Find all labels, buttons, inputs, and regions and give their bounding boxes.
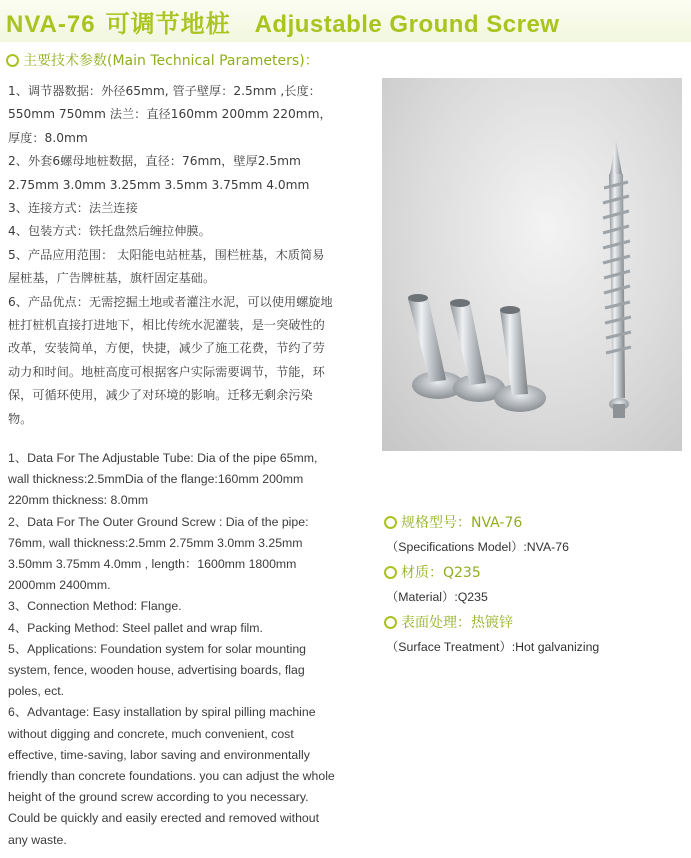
en-item: 5、Applications: Foundation system for solar mounting system, fence, wooden house, advertising boards, flag poles, ect. bbox=[8, 641, 307, 699]
adjustable-tube-3 bbox=[494, 306, 546, 412]
spec-material bbox=[384, 562, 684, 605]
cn-item: 1、调节器数据：外径65mm, 管子壁厚：2.5mm ,长度：550mm 750mm 法兰：直径160mm 200mm 220mm，厚度：8.0mm bbox=[8, 84, 332, 145]
spec-heading bbox=[384, 612, 684, 632]
page-title bbox=[6, 4, 559, 39]
ring-bullet-icon bbox=[384, 566, 397, 579]
ground-screw-illustration bbox=[382, 78, 682, 451]
ring-bullet-icon bbox=[384, 616, 397, 629]
adjustable-tube-2 bbox=[450, 299, 505, 402]
spec-body: （Surface Treatment）:Hot galvanizing bbox=[386, 640, 600, 654]
model-code: NVA-76 bbox=[6, 11, 96, 38]
spec-body: （Specifications Model）:NVA-76 bbox=[386, 540, 569, 554]
cn-item: 5、产品应用范围： 太阳能电站桩基，围栏桩基，木质简易屋桩基，广告牌桩基，旗杆固定基础。 bbox=[8, 247, 325, 286]
cn-item: 4、包装方式：铁托盘然后缠拉伸膜。 bbox=[8, 224, 211, 239]
en-item: 3、Connection Method: Flange. bbox=[8, 599, 182, 614]
spec-heading-text: 表面处理：热镀锌 bbox=[401, 615, 513, 631]
section-heading bbox=[6, 50, 319, 70]
ring-bullet-icon bbox=[384, 516, 397, 529]
ground-screw bbox=[603, 140, 631, 418]
cn-item: 3、连接方式：法兰连接 bbox=[8, 201, 138, 216]
section-title: 主要技术参数(Main Technical Parameters)： bbox=[23, 53, 319, 69]
spec-heading-text: 规格型号：NVA-76 bbox=[401, 515, 523, 531]
en-item: 4、Packing Method: Steel pallet and wrap film. bbox=[8, 620, 263, 635]
spec-body: （Material）:Q235 bbox=[386, 590, 488, 604]
spec-surface bbox=[384, 612, 684, 655]
title-chinese: 可调节地桩 bbox=[105, 11, 231, 38]
ring-bullet-icon bbox=[6, 54, 19, 67]
spec-heading-text: 材质：Q235 bbox=[401, 565, 481, 581]
spec-model bbox=[384, 512, 684, 555]
chinese-parameters bbox=[8, 80, 334, 431]
spec-heading bbox=[384, 512, 684, 532]
en-item: 6、Advantage: Easy installation by spiral pilling machine without digging and concrete, much convenient, cost effective, time-saving, labor saving and environmentally friendly than concrete foundations. you can adjust the whole height of the ground screw according to you necessary. Could be quickly and easily erected and removed without any waste. bbox=[8, 705, 335, 847]
spec-heading bbox=[384, 562, 684, 582]
english-parameters bbox=[8, 448, 338, 851]
header-banner bbox=[0, 0, 691, 42]
en-item: 2、Data For The Outer Ground Screw : Dia of the pipe: 76mm, wall thickness:2.5mm 2.75mm 3.0mm 3.25mm 3.50mm 3.75mm 4.0mm , length：1600mm 1800mm 2000mm 2400mm. bbox=[8, 514, 309, 593]
cn-item: 6、产品优点：无需挖掘土地或者灌注水泥，可以使用螺旋地桩打桩机直接打进地下，相比传统水泥灌装，是一突破性的改革，安装简单，方便，快捷，减少了施工花费，节约了劳动力和时间。地桩高度可根据客户实际需要调节，节能，环保，可循环使用，减少了对环境的影响。迁移无剩余污染物。 bbox=[8, 294, 333, 426]
product-photo bbox=[382, 78, 682, 451]
en-item: 1、Data For The Adjustable Tube: Dia of the pipe 65mm, wall thickness:2.5mmDia of the flange:160mm 200mm 220mm thickness: 8.0mm bbox=[8, 451, 318, 508]
cn-item: 2、外套6螺母地桩数据，直径：76mm，壁厚2.5mm 2.75mm 3.0mm 3.25mm 3.5mm 3.75mm 4.0mm bbox=[8, 154, 310, 192]
title-english: Adjustable Ground Screw bbox=[254, 11, 560, 38]
